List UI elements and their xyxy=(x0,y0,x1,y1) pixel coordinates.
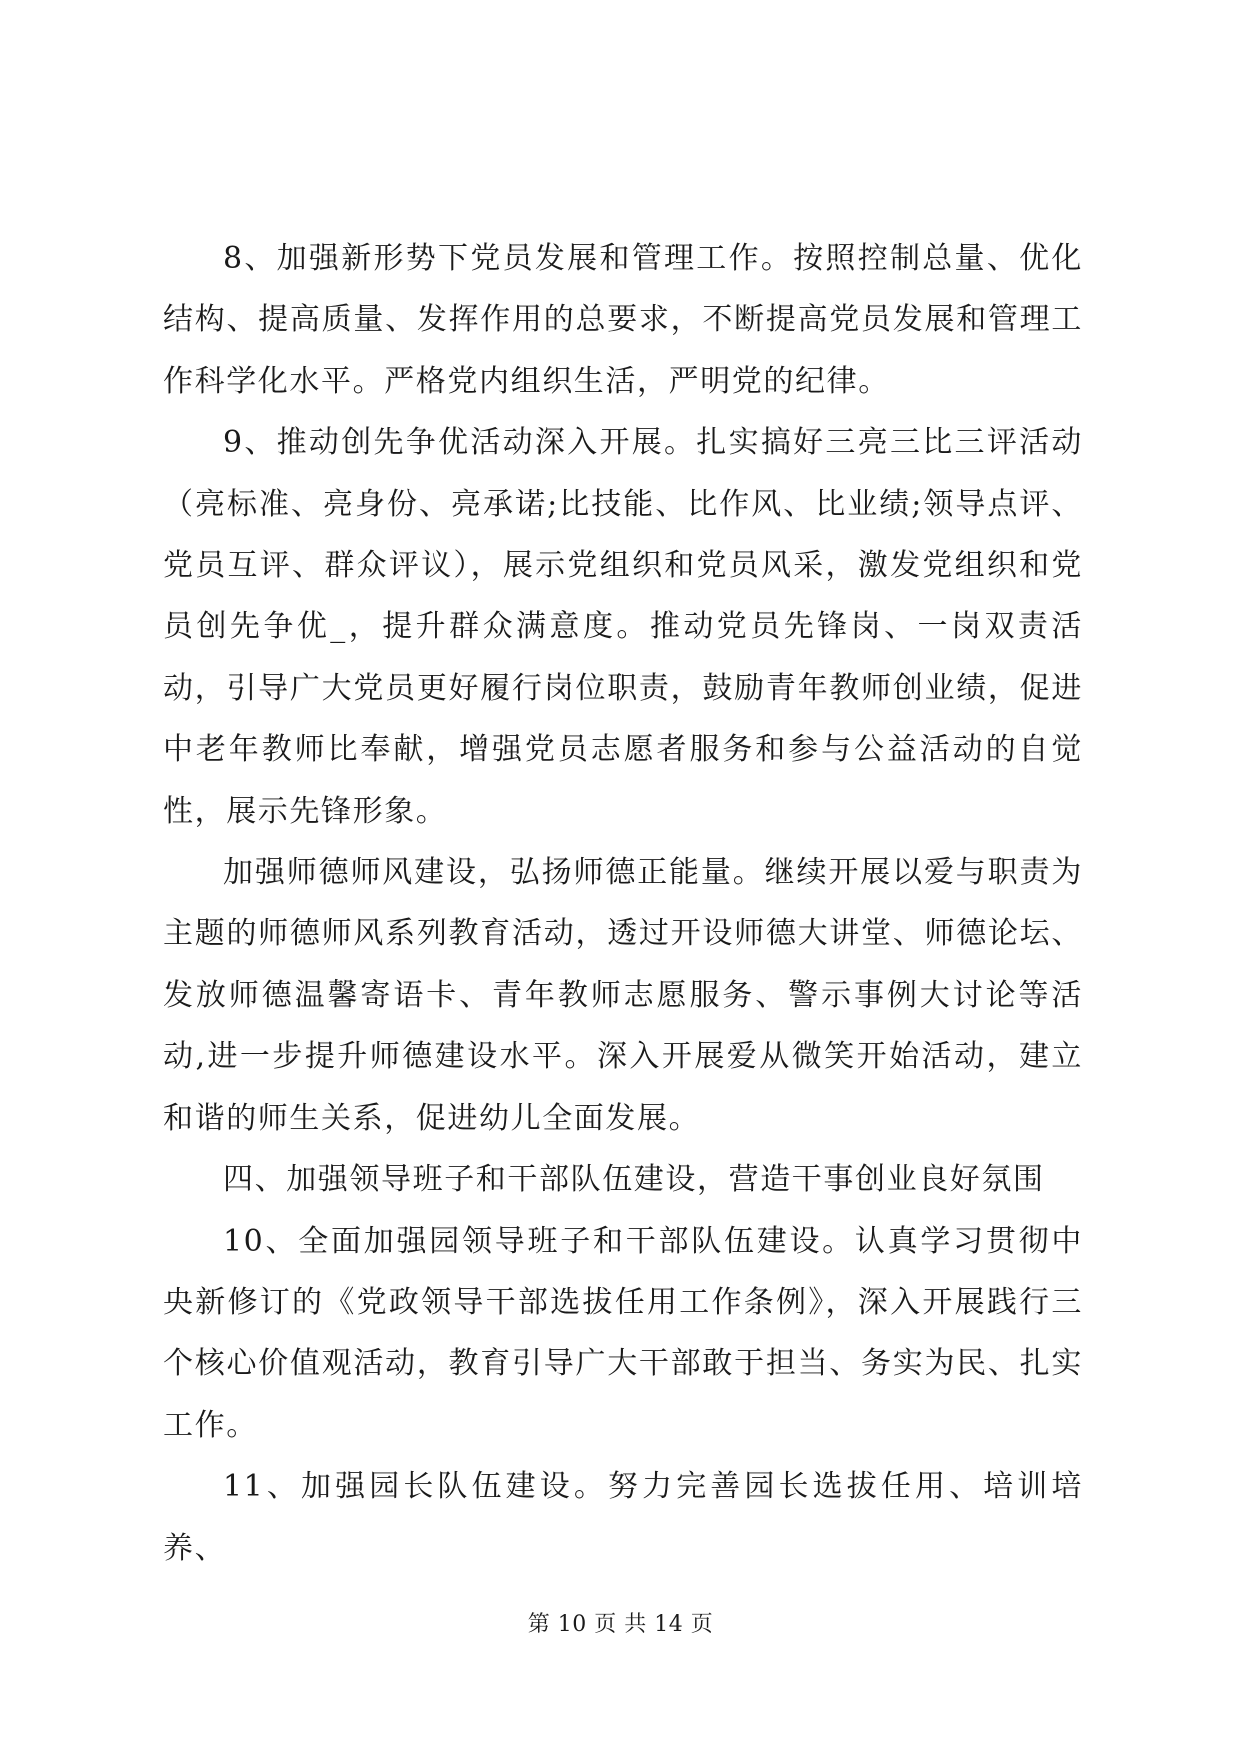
document-body xyxy=(163,228,1083,1579)
paragraph-teacher-ethics: 加强师德师风建设，弘扬师德正能量。继续开展以爱与职责为主题的师德师风系列教育活动，透过开设师德大讲堂、师德论坛、发放师德温馨寄语卡、青年教师志愿服务、警示事例大讨论等活动,进一步提升师德建设水平。深入开展爱从微笑开始活动，建立和谐的师生关系，促进幼儿全面发展。 xyxy=(163,855,1083,1136)
paragraph-leadership-team: 10、全面加强园领导班子和干部队伍建设。认真学习贯彻中央新修订的《党政领导干部选拔任用工作条例》，深入开展践行三个核心价值观活动，教育引导广大干部敢于担当、务实为民、扎实工作。 xyxy=(163,1223,1083,1443)
page-number-footer: 第 10 页 共 14 页 xyxy=(527,1612,714,1637)
section-heading-leadership: 四、加强领导班子和干部队伍建设，营造干事创业良好氛围 xyxy=(223,1162,1045,1198)
paragraph-excellence-campaign: 9、推动创先争优活动深入开展。扎实搞好三亮三比三评活动（亮标准、亮身份、亮承诺;比技能、比作风、比业绩;领导点评、党员互评、群众评议），展示党组织和党员风采，激发党组织和党员创先争优_，提升群众满意度。推动党员先锋岗、一岗双责活动，引导广大党员更好履行岗位职责，鼓励青年教师创业绩，促进中老年教师比奉献，增强党员志愿者服务和参与公益活动的自觉性，展示先锋形象。 xyxy=(163,425,1083,829)
paragraph-party-member-development: 8、加强新形势下党员发展和管理工作。按照控制总量、优化结构、提高质量、发挥作用的总要求，不断提高党员发展和管理工作科学化水平。严格党内组织生活，严明党的纪律。 xyxy=(163,241,1083,399)
paragraph-principal-team: 11、加强园长队伍建设。努力完善园长选拔任用、培训培养、 xyxy=(163,1469,1083,1566)
